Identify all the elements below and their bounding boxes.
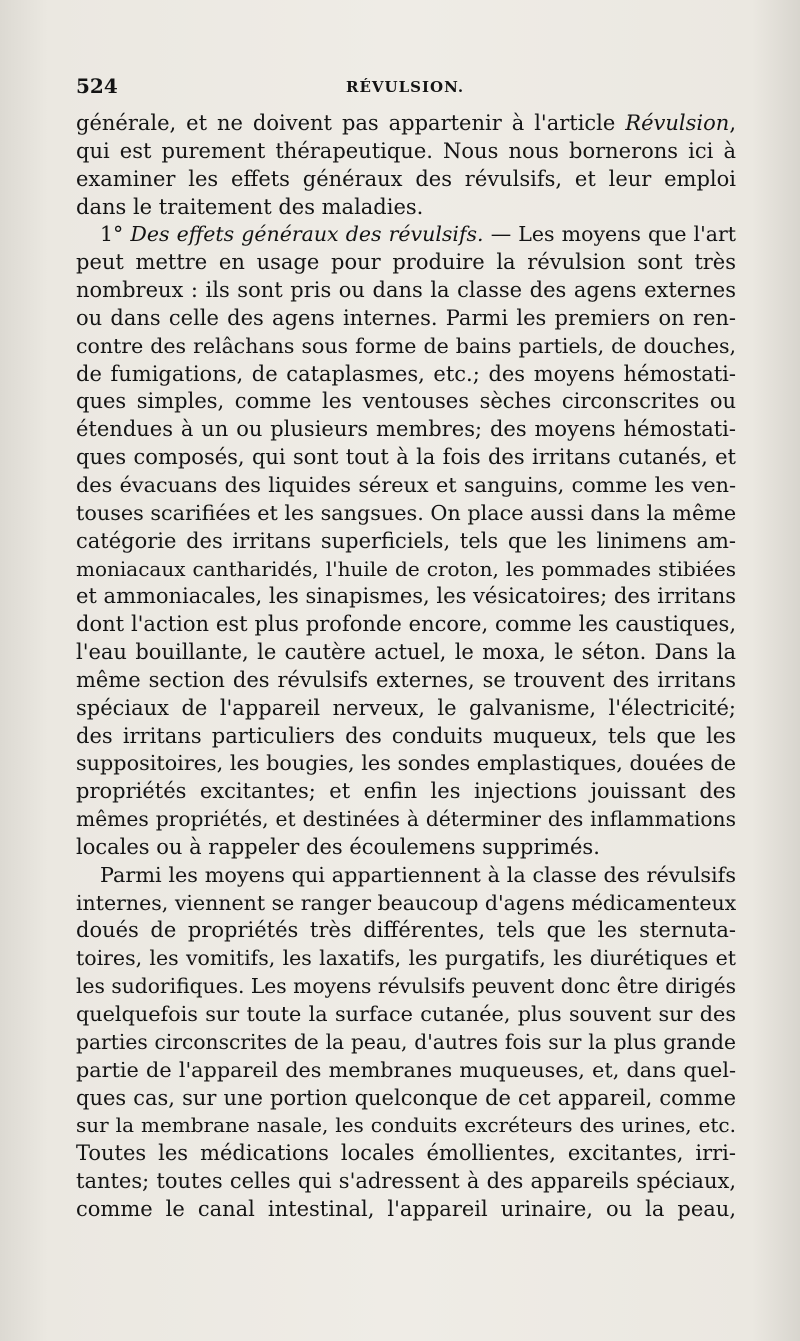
text-run: Parmi les moyens qui appartiennent à la classe des révulsifs (100, 862, 736, 887)
text-run: sur la membrane nasale, les conduits excréteurs des urines, etc. (76, 1113, 736, 1138)
text-line (76, 500, 736, 528)
text-run: des évacuans des liquides séreux et sanguins, comme les ven- (76, 472, 736, 497)
text-run: ques composés, qui sont tout à la fois des irritans cutanés, et (76, 445, 736, 470)
text-run: propriétés excitantes; et enfin les injections jouissant des (76, 779, 736, 804)
text-run: et ammoniacales, les sinapismes, les vésicatoires; des irritans (76, 584, 736, 609)
text-line (76, 1112, 736, 1140)
text-run: des irritans particuliers des conduits muqueux, tels que les (76, 723, 736, 748)
text-line (76, 639, 736, 667)
text-line (76, 723, 736, 751)
text-line (76, 862, 736, 890)
italic-text: Des effets généraux des révulsifs. (130, 222, 484, 247)
text-line (76, 166, 736, 194)
text-line (76, 1085, 736, 1113)
page-header (76, 74, 736, 104)
running-title: RÉVULSION. (346, 78, 465, 96)
text-line (76, 388, 736, 416)
text-line (76, 611, 736, 639)
text-line (76, 416, 736, 444)
text-run: ques cas, sur une portion quelconque de cet appareil, comme (76, 1085, 736, 1110)
text-run: , (729, 111, 736, 135)
text-run: ou dans celle des agens internes. Parmi les premiers on ren- (76, 305, 736, 330)
page-number: 524 (76, 74, 118, 98)
text-line (76, 556, 736, 584)
text-run: spéciaux de l'appareil nerveux, le galvanisme, l'électricité; (76, 695, 736, 720)
text-run: les sudorifiques. Les moyens révulsifs peuvent donc être dirigés (76, 974, 736, 999)
text-line (76, 1196, 736, 1224)
text-line (76, 361, 736, 389)
text-line (76, 277, 736, 305)
text-run: tantes; toutes celles qui s'adressent à des appareils spéciaux, (76, 1169, 736, 1194)
text-line (76, 750, 736, 778)
text-run: — Les moyens que l'art (483, 222, 736, 247)
text-run: peut mettre en usage pour produire la révulsion sont très (76, 250, 736, 275)
text-run: examiner les effets généraux des révulsifs, et leur emploi (76, 166, 736, 191)
text-run: touses scarifiées et les sangsues. On place aussi dans la même (76, 500, 736, 525)
text-run: même section des révulsifs externes, se trouvent des irritans (76, 667, 736, 692)
italic-text: Révulsion (625, 111, 730, 135)
text-line (76, 110, 736, 138)
text-run: comme le canal intestinal, l'appareil urinaire, ou la peau, (76, 1196, 736, 1221)
text-line (76, 1029, 736, 1057)
text-run: l'eau bouillante, le cautère actuel, le moxa, le séton. Dans la (76, 640, 736, 665)
text-run: partie de l'appareil des membranes muqueuses, et, dans quel- (76, 1057, 736, 1082)
text-run: qui est purement thérapeutique. Nous nous bornerons ici à (76, 138, 736, 163)
text-line (76, 1168, 736, 1196)
text-run: de fumigations, de cataplasmes, etc.; des moyens hémostati- (76, 361, 736, 386)
text-run: 1° (100, 222, 131, 247)
text-run: nombreux : ils sont pris ou dans la classe des agens externes (76, 278, 736, 303)
text-run: dans le traitement des maladies. (76, 194, 424, 219)
text-line (76, 472, 736, 500)
text-line (76, 778, 736, 806)
text-run: doués de propriétés très différentes, tels que les sternuta- (76, 918, 736, 943)
text-line (76, 1001, 736, 1029)
text-line (76, 1140, 736, 1168)
text-run: mêmes propriétés, et destinées à déterminer des inflammations (76, 807, 736, 832)
text-line (76, 333, 736, 361)
text-run: internes, viennent se ranger beaucoup d'agens médicamenteux (76, 890, 736, 915)
text-run: générale, et ne doivent pas appartenir à l'article (76, 111, 626, 135)
text-run: Toutes les médications locales émollientes, excitantes, irri- (76, 1141, 736, 1166)
text-line (76, 806, 736, 834)
text-run: quelquefois sur toute la surface cutanée, plus souvent sur des (76, 1002, 736, 1026)
text-run: moniacaux cantharidés, l'huile de croton, les pommades stibiées (76, 556, 736, 581)
text-run: ques simples, comme les ventouses sèches circonscrites ou (76, 389, 736, 414)
text-line (76, 1057, 736, 1085)
text-run: dont l'action est plus profonde encore, comme les caustiques, (76, 612, 736, 637)
text-line (76, 194, 736, 222)
text-line (76, 528, 736, 556)
body-text (76, 110, 736, 1224)
text-run: suppositoires, les bougies, les sondes emplastiques, douées de (76, 751, 736, 776)
text-line (76, 917, 736, 945)
text-line (76, 221, 736, 249)
text-line (76, 973, 736, 1001)
text-run: parties circonscrites de la peau, d'autres fois sur la plus grande (76, 1029, 736, 1054)
text-line (76, 945, 736, 973)
text-line (76, 890, 736, 918)
text-line (76, 249, 736, 277)
text-line (76, 834, 736, 862)
text-line (76, 695, 736, 723)
text-line (76, 305, 736, 333)
text-line (76, 444, 736, 472)
text-line (76, 138, 736, 166)
text-line (76, 667, 736, 695)
text-run: toires, les vomitifs, les laxatifs, les purgatifs, les diurétiques et (76, 946, 736, 971)
text-run: locales ou à rappeler des écoulemens supprimés. (76, 834, 600, 859)
text-run: contre des relâchans sous forme de bains partiels, de douches, (76, 333, 736, 358)
text-run: catégorie des irritans superficiels, tels que les linimens am- (76, 528, 736, 553)
text-line (76, 583, 736, 611)
text-run: étendues à un ou plusieurs membres; des moyens hémostati- (76, 417, 736, 442)
